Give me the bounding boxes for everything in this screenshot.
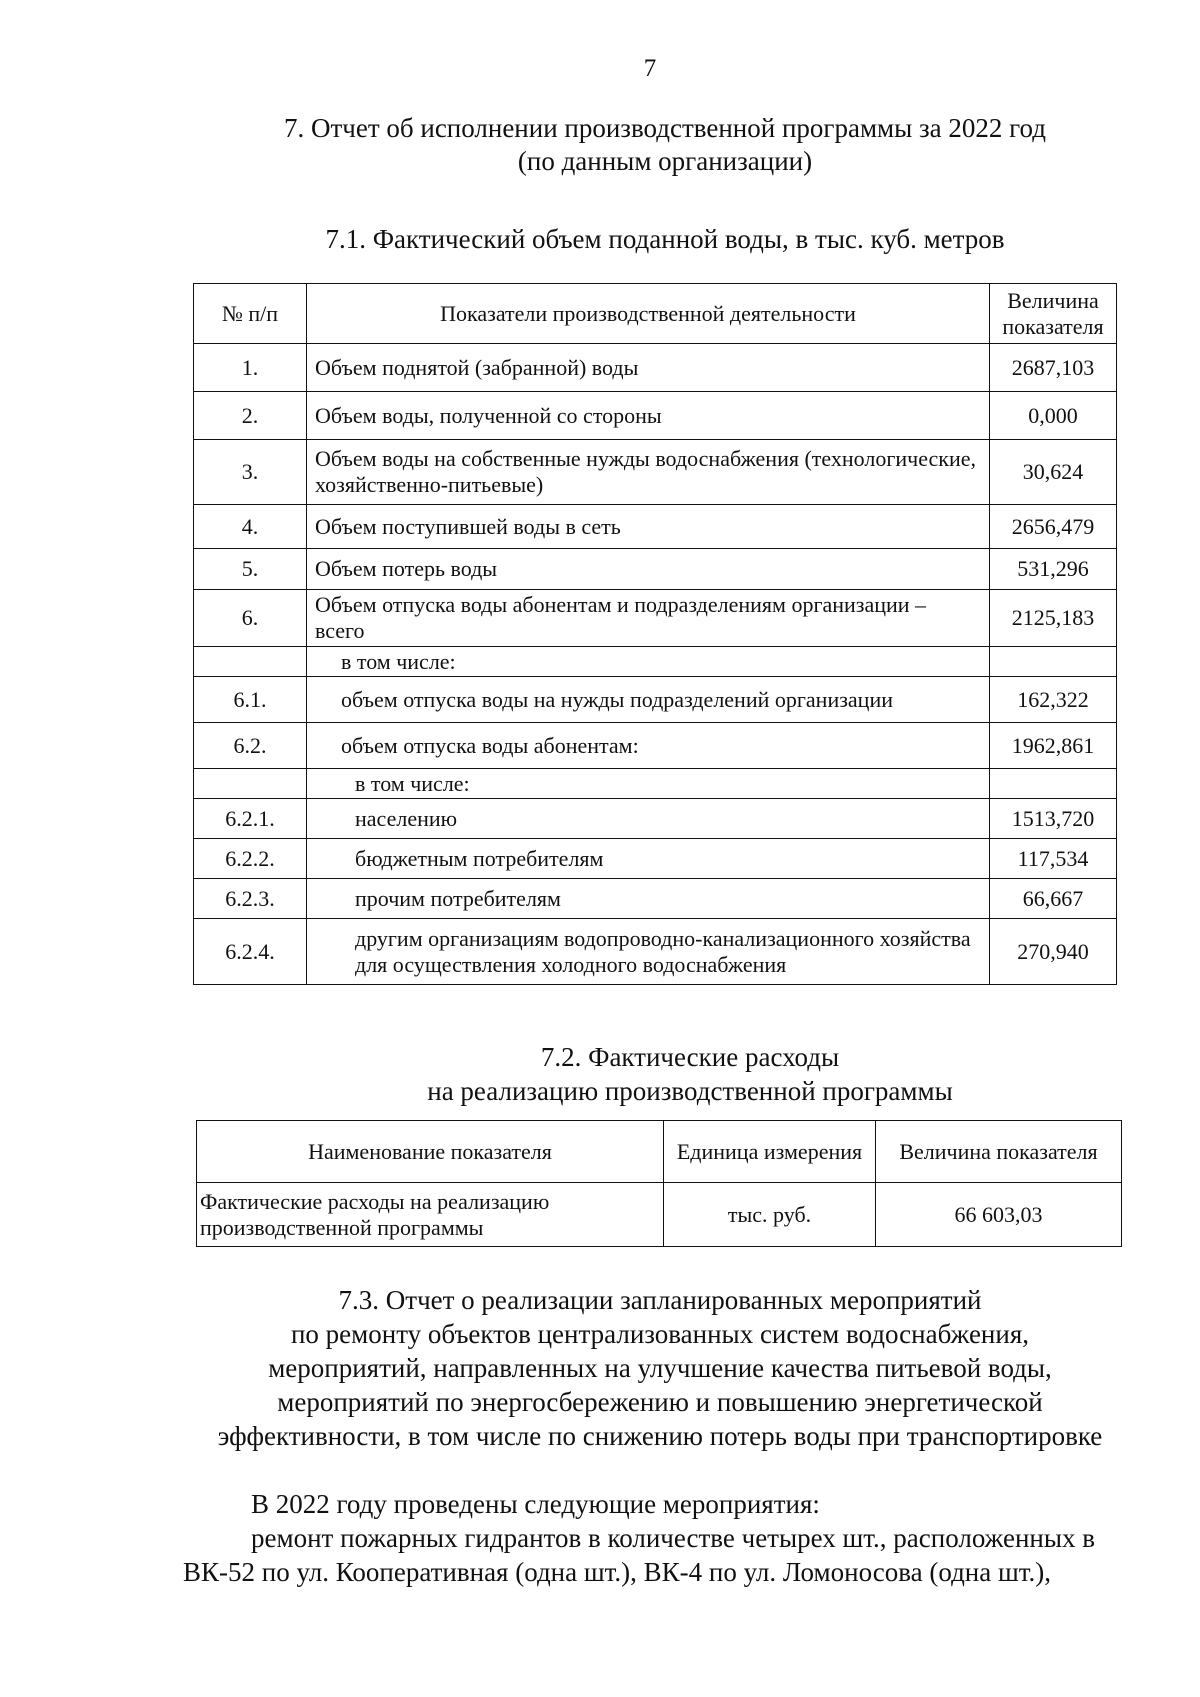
row-num (194, 769, 307, 799)
table-row (194, 505, 1117, 549)
table-row (194, 799, 1117, 839)
subsection-7-3-line3: мероприятий, направленных на улучшение качества питьевой воды, (268, 1353, 1052, 1383)
table-row (194, 392, 1117, 440)
row-value: 2656,479 (990, 505, 1117, 549)
row-num: 3. (194, 440, 307, 505)
row-num: 6.2.2. (194, 839, 307, 879)
row-label: Объем отпуска воды абонентам и подразделениям организации – всего (307, 590, 990, 647)
row-label: объем отпуска воды на нужды подразделений организации (307, 677, 990, 723)
row-label: в том числе: (307, 769, 990, 799)
water-volume-table (193, 283, 1117, 985)
table-row (194, 769, 1117, 799)
row-label: Объем потерь воды (307, 549, 990, 590)
row-num: 1. (194, 344, 307, 392)
row-value: 531,296 (990, 549, 1117, 590)
header-name: Наименование показателя (197, 1121, 664, 1183)
row-label: прочим потребителям (307, 879, 990, 919)
subsection-7-2-line2: на реализацию производственной программы (427, 1076, 953, 1106)
row-value: 162,322 (990, 677, 1117, 723)
subsection-7-1-title: 7.1. Фактический объем поданной воды, в тыс. куб. метров (325, 224, 1005, 254)
row-value: 2125,183 (990, 590, 1117, 647)
table-header-row (194, 284, 1117, 344)
row-value: 1513,720 (990, 799, 1117, 839)
row-label: объем отпуска воды абонентам: (307, 723, 990, 769)
row-num: 6.2. (194, 723, 307, 769)
row-value (990, 769, 1117, 799)
row-num: 6. (194, 590, 307, 647)
header-indicator: Показатели производственной деятельности (307, 284, 990, 344)
table-row (194, 590, 1117, 647)
section-title-line2: (по данным организации) (517, 146, 813, 176)
row-unit: тыс. руб. (664, 1183, 876, 1247)
row-label: Объем воды, полученной со стороны (307, 392, 990, 440)
row-value: 66,667 (990, 879, 1117, 919)
row-value: 2687,103 (990, 344, 1117, 392)
row-value: 66 603,03 (876, 1183, 1122, 1247)
table-row (194, 879, 1117, 919)
row-value: 0,000 (990, 392, 1117, 440)
body-paragraph: ремонт пожарных гидрантов в количестве четырех шт., расположенных в ВК-52 по ул. Кооперативная (одна шт.), ВК-4 по ул. Ломоносова (одна шт.), (183, 1523, 1095, 1587)
row-label: другим организациям водопроводно-канализационного хозяйства для осуществления холодного водоснабжения (307, 919, 990, 985)
row-num: 6.2.3. (194, 879, 307, 919)
row-label: Объем воды на собственные нужды водоснабжения (технологические, хозяйственно-питьевые) (307, 440, 990, 505)
row-label: Объем поступившей воды в сеть (307, 505, 990, 549)
table-row (197, 1183, 1122, 1247)
page-number: 7 (643, 55, 657, 82)
section-title (240, 112, 1090, 178)
table-row (194, 723, 1117, 769)
header-value: Величина показателя (876, 1121, 1122, 1183)
row-label: Объем поднятой (забранной) воды (307, 344, 990, 392)
row-num: 6.2.1. (194, 799, 307, 839)
subsection-7-3-line1: 7.3. Отчет о реализации запланированных мероприятий (338, 1285, 982, 1315)
row-value (990, 647, 1117, 677)
row-num (194, 647, 307, 677)
section-title-line1: 7. Отчет об исполнении производственной программы за 2022 год (283, 113, 1047, 143)
table-header-row (197, 1121, 1122, 1183)
subsection-7-2-line1: 7.2. Фактические расходы (540, 1042, 840, 1072)
subsection-7-3-line4: мероприятий по энергосбережению и повышению энергетической (277, 1387, 1043, 1417)
row-value: 30,624 (990, 440, 1117, 505)
row-label: населению (307, 799, 990, 839)
row-num: 6.1. (194, 677, 307, 723)
body-paragraph: В 2022 году проведены следующие мероприятия: (251, 1489, 820, 1519)
body-text (183, 1487, 1133, 1589)
table-row (194, 919, 1117, 985)
subsection-7-3-title (185, 1283, 1135, 1453)
row-label: в том числе: (307, 647, 990, 677)
subsection-7-2-title (240, 1040, 1140, 1108)
row-value: 1962,861 (990, 723, 1117, 769)
table-row (194, 344, 1117, 392)
row-label: бюджетным потребителям (307, 839, 990, 879)
row-num: 5. (194, 549, 307, 590)
row-name: Фактические расходы на реализацию производственной программы (197, 1183, 664, 1247)
header-num: № п/п (194, 284, 307, 344)
row-value: 270,940 (990, 919, 1117, 985)
header-unit: Единица измерения (664, 1121, 876, 1183)
row-num: 6.2.4. (194, 919, 307, 985)
row-num: 2. (194, 392, 307, 440)
subsection-7-3-line5: эффективности, в том числе по снижению потерь воды при транспортировке (217, 1421, 1103, 1451)
table-row (194, 677, 1117, 723)
table-row (194, 549, 1117, 590)
row-value: 117,534 (990, 839, 1117, 879)
table-row (194, 647, 1117, 677)
row-num: 4. (194, 505, 307, 549)
table-row (194, 839, 1117, 879)
header-value: Величина показателя (990, 284, 1117, 344)
table-row (194, 440, 1117, 505)
expenses-table (196, 1120, 1122, 1247)
subsection-7-3-line2: по ремонту объектов централизованных систем водоснабжения, (290, 1319, 1030, 1349)
